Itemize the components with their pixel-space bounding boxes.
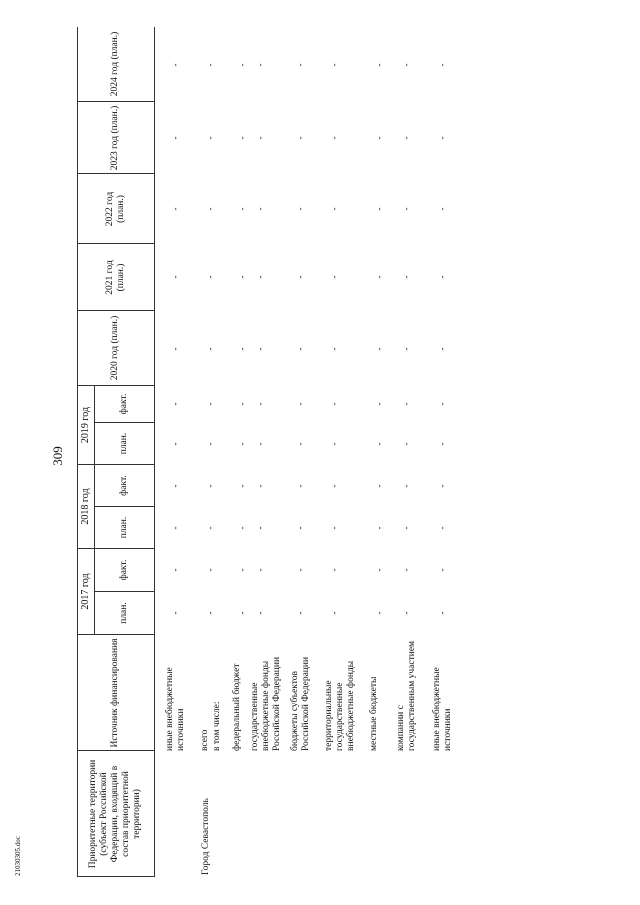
header-2018-plan: план.: [119, 516, 130, 539]
value-cell: -: [205, 347, 215, 351]
row-label: бюджеты субъектов Российской Федерации: [290, 656, 311, 751]
value-cell: -: [295, 207, 305, 211]
value-cell: -: [437, 275, 447, 279]
value-cell: -: [401, 275, 411, 279]
value-cell: -: [295, 63, 305, 67]
header-2024: 2024 год (план.): [110, 31, 121, 97]
value-cell: -: [237, 568, 247, 572]
value-cell: -: [437, 611, 447, 615]
value-cell: -: [237, 136, 247, 140]
value-cell: -: [329, 347, 339, 351]
value-cell: -: [205, 442, 215, 446]
value-cell: -: [437, 207, 447, 211]
value-cell: -: [205, 484, 215, 488]
value-cell: -: [170, 402, 180, 406]
value-cell: -: [237, 207, 247, 211]
row-label: государственные внебюджетные фонды Российской Федерации: [250, 656, 282, 751]
value-cell: -: [295, 611, 305, 615]
value-cell: -: [255, 347, 265, 351]
value-cell: -: [237, 402, 247, 406]
value-cell: -: [237, 611, 247, 615]
value-cell: -: [205, 402, 215, 406]
value-cell: -: [401, 63, 411, 67]
value-cell: -: [170, 611, 180, 615]
rule-left: [77, 876, 154, 877]
value-cell: -: [329, 568, 339, 572]
rule-col-territory: [77, 750, 154, 751]
row-label: всего: [200, 729, 210, 751]
territory-name: Город Севастополь: [201, 798, 211, 875]
header-year-2019: 2019 год: [79, 406, 91, 444]
value-cell: -: [255, 442, 265, 446]
value-cell: -: [329, 207, 339, 211]
value-cell: -: [374, 568, 384, 572]
value-cell: -: [329, 402, 339, 406]
page-number: 309: [50, 446, 65, 466]
value-cell: -: [374, 275, 384, 279]
value-cell: -: [237, 347, 247, 351]
value-cell: -: [329, 63, 339, 67]
value-cell: -: [437, 484, 447, 488]
value-cell: -: [205, 207, 215, 211]
value-cell: -: [170, 63, 180, 67]
value-cell: -: [329, 442, 339, 446]
value-cell: -: [401, 611, 411, 615]
header-2022: 2022 год (план.): [104, 191, 126, 227]
value-cell: -: [437, 402, 447, 406]
value-cell: -: [255, 63, 265, 67]
row-label: в том числе:: [212, 701, 222, 751]
header-2017-plan: план.: [119, 602, 130, 624]
value-cell: -: [205, 63, 215, 67]
value-cell: -: [401, 402, 411, 406]
value-cell: -: [295, 347, 305, 351]
value-cell: -: [374, 526, 384, 530]
value-cell: -: [295, 526, 305, 530]
value-cell: -: [255, 402, 265, 406]
header-territory: Приоритетные территории (субъект Российской Федерации, входящий в состав приоритетной территории): [88, 759, 142, 869]
value-cell: -: [374, 611, 384, 615]
value-cell: -: [255, 484, 265, 488]
value-cell: -: [170, 442, 180, 446]
row-label: иные внебюджетные источники: [165, 667, 186, 751]
value-cell: -: [237, 63, 247, 67]
value-cell: -: [329, 484, 339, 488]
value-cell: -: [329, 275, 339, 279]
row-label: территориальные государственные внебюджетные фонды: [324, 660, 356, 751]
value-cell: -: [374, 442, 384, 446]
header-2019-plan: план.: [119, 432, 130, 455]
header-year-2017: 2017 год: [79, 573, 91, 610]
row-label: иные внебюджетные источники: [432, 667, 453, 751]
value-cell: -: [255, 611, 265, 615]
header-2017-fact: факт.: [119, 559, 130, 581]
rule-header-bottom: [154, 27, 155, 877]
value-cell: -: [374, 207, 384, 211]
value-cell: -: [374, 136, 384, 140]
value-cell: -: [170, 136, 180, 140]
value-cell: -: [255, 526, 265, 530]
value-cell: -: [170, 484, 180, 488]
value-cell: -: [205, 611, 215, 615]
value-cell: -: [437, 63, 447, 67]
value-cell: -: [170, 207, 180, 211]
value-cell: -: [401, 526, 411, 530]
value-cell: -: [329, 136, 339, 140]
value-cell: -: [255, 136, 265, 140]
value-cell: -: [205, 136, 215, 140]
rule-2020-end: [77, 310, 154, 311]
value-cell: -: [237, 275, 247, 279]
value-cell: -: [401, 484, 411, 488]
value-cell: -: [205, 275, 215, 279]
value-cell: -: [401, 568, 411, 572]
value-cell: -: [170, 275, 180, 279]
document-code: 21030305.doc: [14, 836, 22, 876]
value-cell: -: [437, 568, 447, 572]
rule-2021-end: [77, 243, 154, 244]
value-cell: -: [255, 275, 265, 279]
value-cell: -: [237, 442, 247, 446]
value-cell: -: [237, 484, 247, 488]
value-cell: -: [437, 136, 447, 140]
header-2023: 2023 год (план.): [110, 105, 121, 171]
value-cell: -: [295, 136, 305, 140]
value-cell: -: [170, 526, 180, 530]
row-label: местные бюджеты: [369, 676, 379, 751]
header-2020: 2020 год (план.): [110, 315, 121, 381]
value-cell: -: [170, 568, 180, 572]
header-2019-fact: факт.: [119, 393, 130, 415]
header-source: Источник финансирования: [110, 638, 121, 748]
value-cell: -: [295, 402, 305, 406]
value-cell: -: [329, 526, 339, 530]
rule-2023-end: [77, 101, 154, 102]
value-cell: -: [374, 347, 384, 351]
value-cell: -: [205, 526, 215, 530]
value-cell: -: [255, 568, 265, 572]
value-cell: -: [374, 484, 384, 488]
value-cell: -: [329, 611, 339, 615]
rule-2022-end: [77, 173, 154, 174]
header-2018-fact: факт.: [119, 475, 130, 496]
value-cell: -: [205, 568, 215, 572]
value-cell: -: [255, 207, 265, 211]
value-cell: -: [401, 347, 411, 351]
row-label: компании с государственным участием: [396, 640, 417, 751]
value-cell: -: [295, 484, 305, 488]
rotated-table: [77, 27, 487, 877]
value-cell: -: [170, 347, 180, 351]
value-cell: -: [374, 402, 384, 406]
value-cell: -: [237, 526, 247, 530]
value-cell: -: [374, 63, 384, 67]
value-cell: -: [401, 136, 411, 140]
value-cell: -: [437, 526, 447, 530]
value-cell: -: [437, 347, 447, 351]
value-cell: -: [401, 207, 411, 211]
row-label: федеральный бюджет: [232, 663, 242, 751]
rule-col-source: [77, 634, 154, 635]
value-cell: -: [401, 442, 411, 446]
header-2021: 2021 год (план.): [104, 260, 126, 295]
header-year-2018: 2018 год: [79, 488, 91, 525]
value-cell: -: [295, 275, 305, 279]
value-cell: -: [295, 442, 305, 446]
value-cell: -: [437, 442, 447, 446]
value-cell: -: [295, 568, 305, 572]
